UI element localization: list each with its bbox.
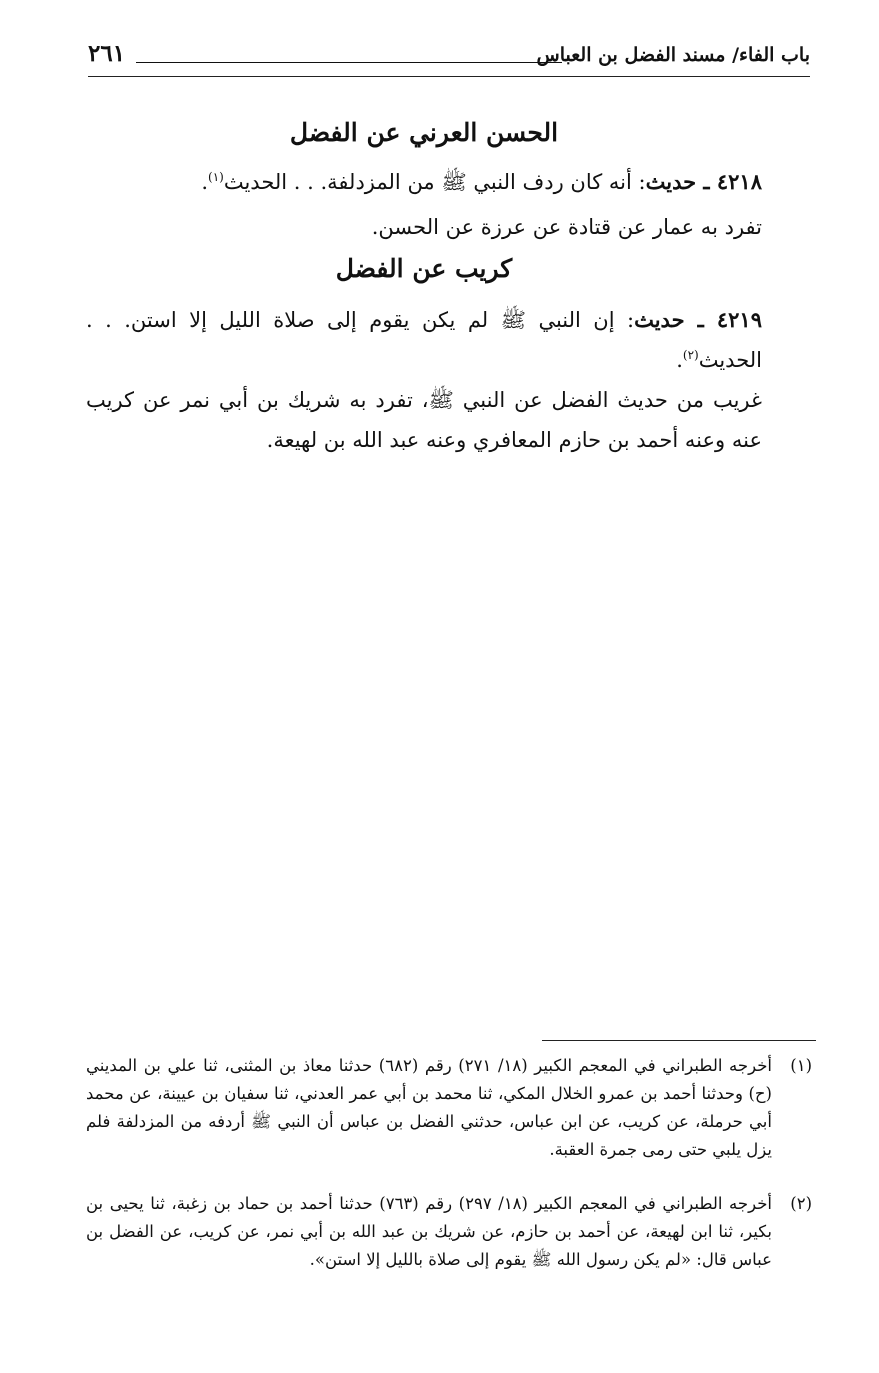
running-header	[88, 40, 810, 74]
footnote-ref[interactable]: (٢)	[682, 348, 699, 362]
footnote-text: أخرجه الطبراني في المعجم الكبير (١٨/ ٢٩٧) رقم (٧٦٣) حدثنا أحمد بن حماد بن زغبة، ثنا يحيى بن بكير، ثنا ابن لهيعة، عن أحمد بن حازم، عن شريك بن عبد الله بن أبي نمر، عن كريب، عن الفضل بن عباس قال: «لم يكن رسول الله ﷺ يقوم إلى صلاة بالليل إلا استن».	[86, 1194, 772, 1269]
footnote-marker: (١)	[790, 1056, 812, 1075]
footnote-separator	[542, 1040, 816, 1041]
entry-text: : أنه كان ردف النبي ﷺ من المزدلفة. . . الحديث	[223, 170, 646, 194]
header-underline	[88, 76, 810, 77]
header-rule	[136, 62, 562, 63]
entry-keyword: حديث	[634, 307, 685, 332]
entry-dash: ـ	[684, 307, 717, 332]
footnote-marker: (٢)	[790, 1194, 812, 1213]
entry-end: .	[676, 348, 683, 372]
page-number: ٢٦١	[88, 40, 126, 67]
footnote-ref[interactable]: (١)	[208, 170, 224, 184]
entry-note: غريب من حديث الفضل عن النبي ﷺ، تفرد به شريك بن أبي نمر عن كريب عنه وعنه أحمد بن حازم المعافري وعنه عبد الله بن لهيعة.	[86, 388, 762, 452]
footnote-text: أخرجه الطبراني في المعجم الكبير (١٨/ ٢٧١) رقم (٦٨٢) حدثنا معاذ بن المثنى، ثنا علي بن المديني (ح) وحدثنا أحمد بن عمرو الخلال المكي، ثنا محمد بن أبي عمر العدني، ثنا سفيان بن عيينة، عن محمد أبي حرملة، عن كريب، عن ابن عباس، حدثني الفضل بن عباس أن النبي ﷺ أردفه من المزدلفة فلم يزل يلبي حتى رمى جمرة العقبة.	[86, 1056, 772, 1159]
entry-number: ٤٢١٩	[716, 307, 762, 332]
running-title: باب الفاء/ مسند الفضل بن العباس	[536, 44, 810, 66]
entry-end: .	[201, 170, 209, 194]
entry-number: ٤٢١٨	[716, 169, 762, 194]
footnote	[86, 1190, 812, 1274]
hadith-entry	[86, 300, 762, 380]
entry-text: : إن النبي ﷺ لم يكن يقوم إلى صلاة الليل إلا استن. . . الحديث	[86, 308, 762, 372]
entry-dash: ـ	[696, 169, 717, 194]
entry-note: تفرد به عمار عن قتادة عن عرزة عن الحسن.	[371, 215, 762, 239]
footnote	[86, 1052, 812, 1164]
entry-keyword: حديث	[645, 169, 697, 194]
section-heading: الحسن العرني عن الفضل	[289, 118, 559, 147]
section-heading: كريب عن الفضل	[335, 254, 513, 283]
hadith-entry	[86, 162, 762, 202]
